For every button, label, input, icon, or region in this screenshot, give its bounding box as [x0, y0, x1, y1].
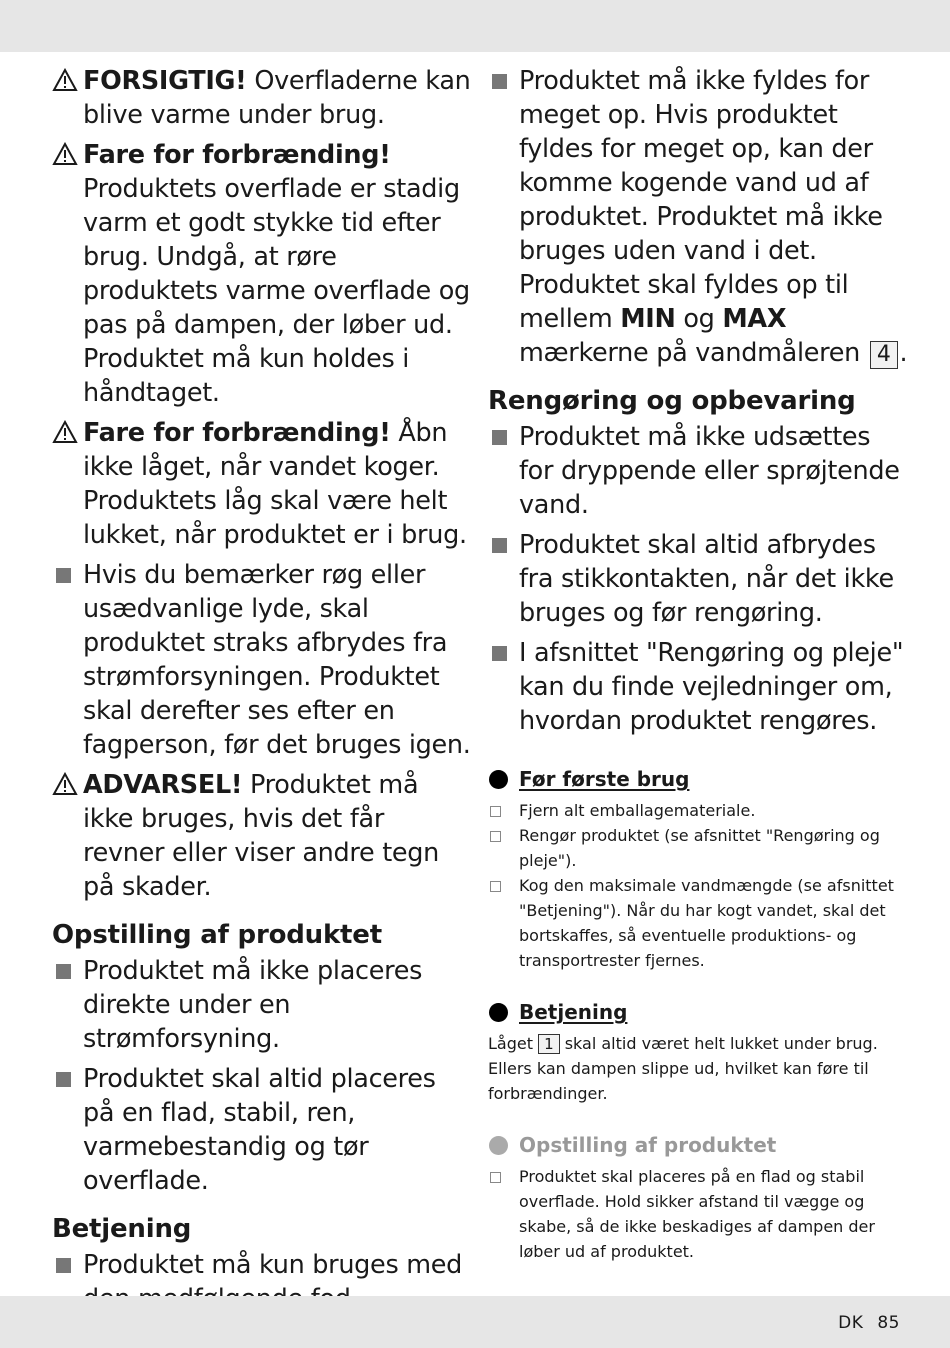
checklist-item [488, 1164, 908, 1264]
warning-text: Åbn ikke låget, når vandet koger. Produktets låg skal være helt lukket, når produktet er i brug. [83, 418, 467, 550]
reference-number-box: 1 [538, 1034, 560, 1054]
warning-label: FORSIGTIG! [83, 66, 247, 96]
section-title: Opstilling af produktet [519, 1133, 777, 1157]
operation-text-post: skal altid været helt lukket under brug. Ellers kan dampen slippe ud, hvilket kan føre til forbrændinger. [488, 1034, 878, 1103]
checkbox-icon [490, 806, 501, 817]
warning-label: ADVARSEL! [83, 770, 243, 800]
bullet-smoke [52, 558, 472, 762]
language-code: DK [838, 1313, 864, 1333]
warning-triangle-icon [52, 768, 83, 796]
warning-caution [52, 64, 472, 132]
bullet-clean-2 [488, 528, 908, 630]
bullet-text: Produktet skal altid placeres på en flad, stabil, ren, varmebestandig og tør overflade. [83, 1064, 436, 1196]
square-bullet-icon [52, 558, 83, 592]
warning-damage [52, 768, 472, 904]
page-number: 85 [877, 1313, 900, 1333]
checklist-text: Kog den maksimale vandmængde (se afsnittet "Betjening"). Når du har kogt vandet, skal det bortskaffes, så eventuelle produktions- og transportrester fjernes. [519, 876, 894, 970]
fill-text-1: Produktet må ikke fyldes for meget op. Hvis produktet fyldes for meget op, kan der komme kogende vand ud af produktet. Produktet må ikke bruges uden vand i det. Produktet skal fyldes op til mellem [519, 66, 883, 334]
bullet-text: Produktet må ikke placeres direkte under en strømforsyning. [83, 956, 423, 1054]
warning-text: Produktets overflade er stadig varm et godt stykke tid efter brug. Undgå, at røre produktets varme overflade og pas på dampen, der løber ud. Produktet må kun holdes i håndtaget. [83, 174, 470, 408]
section-first-use [488, 764, 908, 794]
bullet-text: Produktet må ikke udsættes for dryppende eller sprøjtende vand. [519, 422, 900, 520]
warning-burn-1 [52, 138, 472, 410]
square-bullet-icon [488, 528, 519, 562]
bullet-fill [488, 64, 908, 370]
checklist-text: Fjern alt emballagemateriale. [519, 801, 756, 820]
warning-triangle-icon [52, 138, 83, 166]
reference-number-box: 4 [870, 341, 898, 369]
checkbox-icon [490, 831, 501, 842]
min-label: MIN [620, 304, 676, 334]
filled-circle-icon [489, 770, 508, 789]
section-setup [488, 1130, 908, 1160]
checkbox-icon [490, 881, 501, 892]
section-title: Betjening [519, 1000, 628, 1024]
heading-cleaning: Rengøring og opbevaring [488, 386, 856, 416]
section-title: Før første brug [519, 767, 690, 791]
bullet-text: I afsnittet "Rengøring og pleje" kan du finde vejledninger om, hvordan produktet rengøres. [519, 638, 904, 736]
bullet-clean-1 [488, 420, 908, 522]
warning-label: Fare for forbrænding! [83, 418, 391, 448]
fill-end: . [899, 338, 908, 368]
checklist-item [488, 823, 908, 873]
bullet-setup-2 [52, 1062, 472, 1198]
fill-og: og [675, 304, 723, 334]
square-bullet-icon [488, 636, 519, 670]
heading-operation: Betjening [52, 1214, 192, 1244]
operation-text-pre: Låget [488, 1034, 539, 1053]
warning-label: Fare for forbrænding! [83, 140, 391, 170]
right-column [488, 64, 908, 1264]
operation-paragraph [488, 1031, 908, 1106]
checklist-item [488, 798, 908, 823]
bullet-setup-1 [52, 954, 472, 1056]
fill-text-2: mærkerne på vandmåleren [519, 338, 868, 368]
bullet-text: Produktet må kun bruges med [83, 1250, 463, 1280]
checklist-text: Produktet skal placeres på en flad og stabil overflade. Hold sikker afstand til vægge og skabe, så de ikke beskadiges af dampen der løber ud af produktet. [519, 1167, 875, 1261]
section-operation [488, 997, 908, 1027]
checklist-item [488, 873, 908, 973]
page-footer [838, 1313, 900, 1333]
bullet-text: Hvis du bemærker røg eller usædvanlige lyde, skal produktet straks afbrydes fra strømforsyningen. Produktet skal derefter ses efter en fagperson, før det bruges igen. [83, 560, 471, 760]
header-band [0, 0, 950, 52]
square-bullet-icon [488, 64, 519, 98]
warning-triangle-icon [52, 416, 83, 444]
warning-triangle-icon [52, 64, 83, 92]
left-column [52, 64, 472, 1322]
bullet-clean-3 [488, 636, 908, 738]
footer-band [0, 1296, 950, 1348]
max-label: MAX [722, 304, 787, 334]
square-bullet-icon [488, 420, 519, 454]
warning-burn-2 [52, 416, 472, 552]
square-bullet-icon [52, 1062, 83, 1096]
filled-circle-icon [489, 1003, 508, 1022]
checklist-text: Rengør produktet (se afsnittet "Rengøring og pleje"). [519, 826, 880, 870]
square-bullet-icon [52, 954, 83, 988]
warning-text: Overfladerne kan blive varme under brug. [83, 66, 471, 130]
checkbox-icon [490, 1172, 501, 1183]
square-bullet-icon [52, 1248, 83, 1282]
filled-circle-icon [489, 1136, 508, 1155]
warning-text: Produktet må ikke bruges, hvis det får revner eller viser andre tegn på skader. [83, 770, 440, 902]
bullet-text: Produktet skal altid afbrydes fra stikkontakten, når det ikke bruges og før rengøring. [519, 530, 894, 628]
heading-setup: Opstilling af produktet [52, 920, 382, 950]
